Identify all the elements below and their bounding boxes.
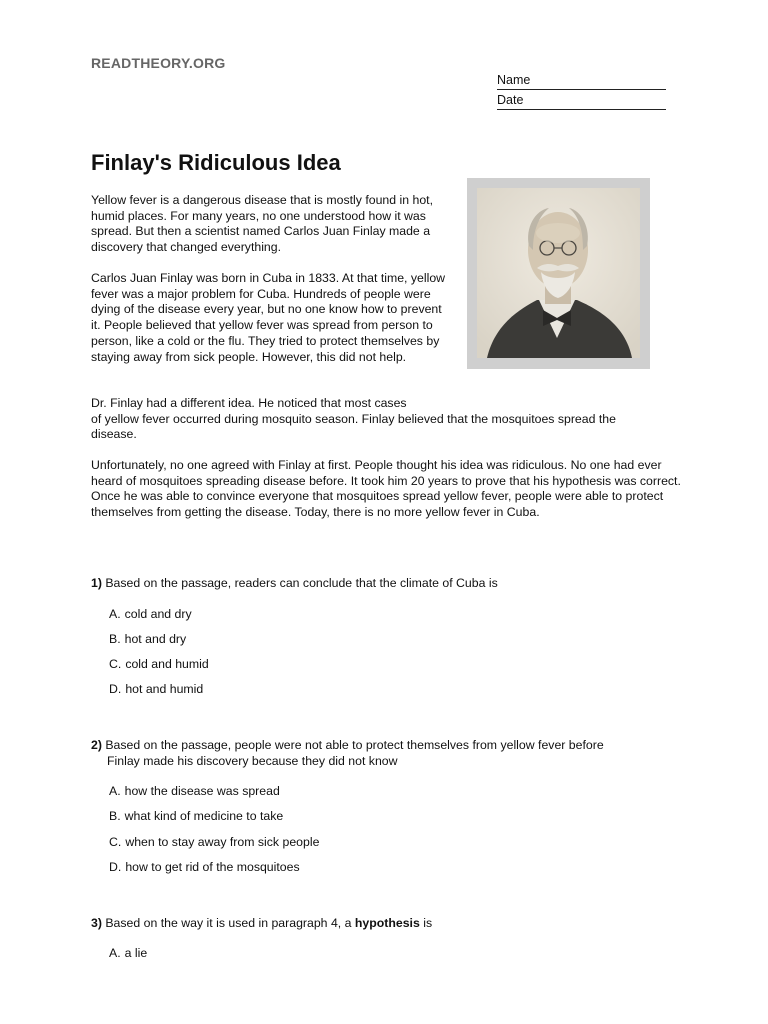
- article-title: Finlay's Ridiculous Idea: [91, 150, 341, 175]
- question-1: [91, 576, 691, 592]
- option-text: how to get rid of the mosquitoes: [125, 860, 300, 874]
- question-3: [91, 916, 691, 932]
- option-letter: A.: [109, 784, 121, 798]
- question-3-text-after: is: [423, 916, 433, 930]
- paragraph-3-line-3: disease.: [91, 427, 137, 442]
- question-2: [91, 738, 691, 769]
- brand-header: READTHEORY.ORG: [91, 55, 226, 71]
- paragraph-3-line-2: of yellow fever occurred during mosquito season. Finlay believed that the mosquitoes spread the: [91, 411, 616, 426]
- question-3-keyword: hypothesis: [354, 916, 420, 930]
- question-3-option-a[interactable]: [109, 946, 147, 960]
- option-letter: C.: [109, 835, 122, 849]
- question-1-text: Based on the passage, readers can conclude that the climate of Cuba is: [105, 576, 498, 590]
- option-letter: A.: [109, 607, 121, 621]
- name-label: Name: [497, 73, 531, 87]
- question-3-number: 3): [91, 916, 102, 930]
- question-2-text-continued: Finlay made his discovery because they did not know: [107, 753, 398, 768]
- question-2-option-a[interactable]: [109, 784, 280, 798]
- paragraph-2: Carlos Juan Finlay was born in Cuba in 1833. At that time, yellow fever was a major problem for Cuba. Hundreds of people were dying of the disease every year, but no one know how to prevent it. People believed that yellow fever was spread from person to person, like a cold or the flu. They tried to protect themselves by staying away from sick people. However, this did not help.: [91, 271, 446, 364]
- paragraph-3-line-1: Dr. Finlay had a different idea. He noticed that most cases: [91, 396, 407, 410]
- option-text: what kind of medicine to take: [124, 809, 284, 823]
- option-text: hot and dry: [124, 632, 187, 646]
- question-1-option-c[interactable]: [109, 657, 209, 671]
- option-letter: B.: [109, 809, 121, 823]
- question-1-number: 1): [91, 576, 102, 590]
- paragraph-1: Yellow fever is a dangerous disease that is mostly found in hot, humid places. For many years, no one understood how it was spread. But then a scientist named Carlos Juan Finlay made a discovery that changed everything.: [91, 193, 434, 255]
- option-text: cold and dry: [124, 607, 192, 621]
- question-3-text-before: Based on the way it is used in paragraph 4, a: [105, 916, 352, 930]
- date-field[interactable]: [497, 92, 666, 110]
- option-text: hot and humid: [125, 682, 204, 696]
- question-2-option-c[interactable]: [109, 835, 319, 849]
- paragraph-4: Unfortunately, no one agreed with Finlay at first. People thought his idea was ridiculous. No one had ever heard of mosquitoes spreading disease before. It took him 20 years to prove that his hypothesis was correct. Once he was able to convince everyone that mosquitoes spread yellow fever, people were able to protect themselves from getting the disease. Today, there is no more yellow fever in Cuba.: [91, 458, 681, 520]
- portrait-frame: [467, 178, 650, 369]
- question-2-text: Based on the passage, people were not able to protect themselves from yellow fever before: [105, 738, 604, 752]
- name-field[interactable]: [497, 72, 666, 90]
- question-2-number: 2): [91, 738, 102, 752]
- portrait-photo: [477, 188, 640, 358]
- option-letter: C.: [109, 657, 122, 671]
- paragraph-3: [91, 396, 671, 443]
- question-1-option-a[interactable]: [109, 607, 192, 621]
- question-2-option-d[interactable]: [109, 860, 300, 874]
- option-text: how the disease was spread: [124, 784, 280, 798]
- portrait-illustration: [477, 188, 640, 358]
- question-1-option-d[interactable]: [109, 682, 203, 696]
- question-1-option-b[interactable]: [109, 632, 186, 646]
- option-letter: D.: [109, 860, 122, 874]
- option-text: when to stay away from sick people: [125, 835, 320, 849]
- option-text: cold and humid: [125, 657, 209, 671]
- option-text: a lie: [124, 946, 148, 960]
- question-2-option-b[interactable]: [109, 809, 283, 823]
- option-letter: D.: [109, 682, 122, 696]
- date-label: Date: [497, 93, 524, 107]
- option-letter: B.: [109, 632, 121, 646]
- option-letter: A.: [109, 946, 121, 960]
